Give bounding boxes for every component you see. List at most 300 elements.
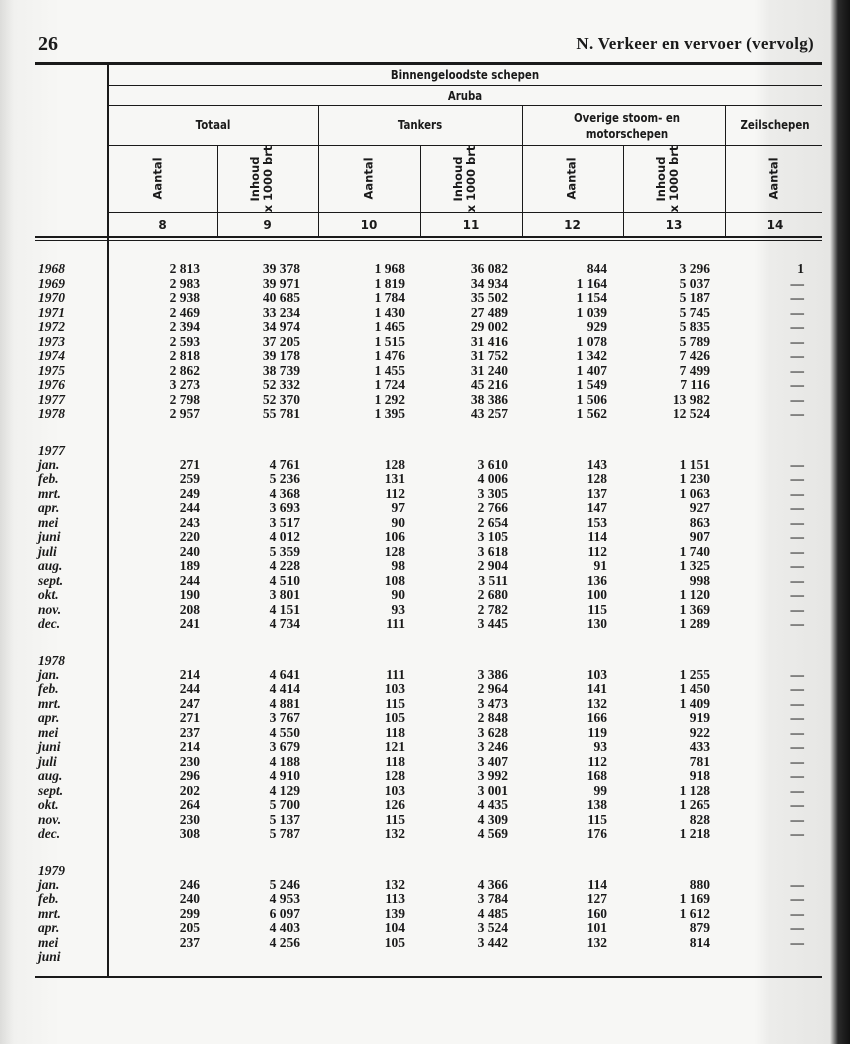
cell-value: — (790, 891, 804, 906)
row-label: juli (38, 753, 57, 769)
cell-value: 1 476 (374, 348, 405, 363)
cell-value: 121 (384, 739, 405, 754)
cell-value: 39 378 (262, 261, 300, 276)
cell-value: 2 593 (169, 333, 200, 349)
cell-value: 1 128 (679, 782, 710, 798)
cell-value: 919 (689, 710, 710, 725)
col-number: 13 (665, 218, 683, 232)
cell-value: 4 641 (269, 666, 300, 682)
cell-value: 91 (593, 558, 607, 573)
cell-value: — (790, 681, 804, 696)
cell-value: 1 078 (576, 333, 607, 349)
cell-value: 3 610 (477, 456, 508, 472)
cell-value: 1 784 (374, 290, 405, 305)
row-label: aug. (38, 558, 63, 573)
cell-value: — (790, 529, 804, 544)
row-label: 1976 (38, 377, 65, 392)
row-label: juni (38, 529, 61, 544)
subheader-aantal: Aantal (361, 157, 376, 200)
cell-value: 237 (179, 724, 200, 740)
row-label: jan. (38, 456, 60, 472)
cell-value: 3 628 (477, 724, 508, 740)
table-body (0, 262, 850, 965)
col-number: 8 (158, 218, 167, 232)
cell-value: 118 (385, 724, 405, 740)
cell-value: 998 (689, 572, 710, 588)
cell-value: 1 407 (576, 362, 607, 378)
cell-value: 114 (587, 876, 607, 892)
cell-value: 90 (391, 587, 405, 602)
row-label: juli (38, 543, 57, 559)
row-label: 1968 (38, 261, 65, 276)
cell-value: 37 205 (262, 333, 300, 349)
cell-value: 1 369 (679, 601, 710, 617)
cell-value: 138 (586, 797, 607, 812)
row-label: 1969 (38, 275, 65, 291)
cell-value: 39 178 (262, 348, 300, 363)
cell-value: 108 (384, 572, 405, 588)
cell-value: — (790, 456, 804, 472)
cell-value: 927 (689, 500, 710, 515)
cell-value: 137 (586, 485, 607, 501)
cell-value: — (790, 558, 804, 573)
cell-value: 3 296 (679, 261, 710, 276)
cell-value: 249 (179, 485, 200, 501)
cell-value: — (790, 304, 804, 320)
cell-value: 132 (384, 876, 405, 892)
row-label: dec. (38, 826, 61, 841)
row-label: feb. (38, 891, 59, 906)
cell-value: 271 (179, 456, 200, 472)
cell-value: 147 (586, 500, 607, 515)
cell-value: 31 752 (470, 348, 508, 363)
cell-value: 880 (689, 876, 710, 892)
cell-value: 5 137 (269, 811, 300, 827)
cell-value: — (790, 739, 804, 754)
cell-value: 2 983 (169, 275, 200, 291)
cell-value: 160 (586, 905, 607, 921)
row-label: apr. (38, 500, 60, 515)
table-row (0, 907, 850, 922)
cell-value: 4 228 (269, 558, 300, 573)
cell-value: 879 (689, 920, 710, 935)
section-year (0, 443, 850, 458)
row-label: 1973 (38, 333, 65, 349)
cell-value: 38 739 (262, 362, 300, 378)
cell-value: 2 862 (169, 362, 200, 378)
cell-value: 128 (384, 543, 405, 559)
cell-value: 27 489 (470, 304, 508, 320)
table-row (0, 574, 850, 589)
cell-value: 114 (587, 529, 607, 544)
table-row (0, 784, 850, 799)
row-label: 1977 (38, 391, 65, 407)
cell-value: — (790, 876, 804, 892)
cell-value: — (790, 500, 804, 515)
cell-value: 244 (179, 500, 200, 515)
cell-value: 6 097 (269, 905, 300, 921)
cell-value: 5 835 (679, 319, 710, 334)
cell-value: 918 (689, 768, 710, 783)
col-number: 9 (263, 218, 272, 232)
cell-value: — (790, 601, 804, 617)
cell-value: 3 801 (269, 587, 300, 602)
col-number: 10 (360, 218, 378, 232)
table-row (0, 487, 850, 502)
cell-value: 241 (179, 616, 200, 631)
table-row (0, 755, 850, 770)
cell-value: 1 (797, 261, 804, 276)
cell-value: 1 409 (679, 695, 710, 711)
cell-value: 3 442 (477, 934, 508, 950)
cell-value: 907 (689, 529, 710, 544)
cell-value: 1 450 (679, 681, 710, 696)
header-binnengeloodste: Binnengeloodste schepen (390, 68, 540, 82)
table-row (0, 921, 850, 936)
cell-value: 106 (384, 529, 405, 544)
cell-value: 1 968 (374, 261, 405, 276)
row-label: mei (38, 934, 59, 950)
cell-value: 271 (179, 710, 200, 725)
cell-value: — (790, 275, 804, 291)
cell-value: — (790, 406, 804, 421)
cell-value: — (790, 616, 804, 631)
cell-value: 433 (689, 739, 710, 754)
cell-value: 214 (179, 739, 200, 754)
cell-value: 3 618 (477, 543, 508, 559)
row-label: apr. (38, 710, 60, 725)
cell-value: 103 (586, 666, 607, 682)
cell-value: 3 445 (477, 616, 508, 631)
cell-value: 4 129 (269, 782, 300, 798)
cell-value: — (790, 377, 804, 392)
cell-value: 3 273 (169, 377, 200, 392)
cell-value: 781 (689, 753, 710, 769)
table-row (0, 617, 850, 632)
cell-value: 296 (179, 768, 200, 783)
cell-value: 4 151 (269, 601, 300, 617)
table-row (0, 364, 850, 379)
cell-value: 4 414 (269, 681, 300, 696)
cell-value: 128 (384, 768, 405, 783)
cell-value: 828 (689, 811, 710, 827)
cell-value: — (790, 905, 804, 921)
cell-value: 2 680 (477, 587, 508, 602)
cell-value: 1 724 (374, 377, 405, 392)
row-label: 1970 (38, 290, 65, 305)
cell-value: 3 784 (477, 891, 508, 906)
cell-value: 139 (384, 905, 405, 921)
cell-value: 3 246 (477, 739, 508, 754)
cell-value: 4 012 (269, 529, 300, 544)
cell-value: 1 562 (576, 406, 607, 421)
row-label: juni (38, 949, 61, 964)
cell-value: 5 187 (679, 290, 710, 305)
cell-value: 259 (179, 471, 200, 486)
cell-value: — (790, 290, 804, 305)
cell-value: — (790, 695, 804, 711)
cell-value: 1 465 (374, 319, 405, 334)
cell-value: 143 (586, 456, 607, 472)
cell-value: 103 (384, 681, 405, 696)
cell-value: 5 787 (269, 826, 300, 841)
row-label: juni (38, 739, 61, 754)
cell-value: 863 (689, 514, 710, 530)
table-row (0, 697, 850, 712)
cell-value: 1 395 (374, 406, 405, 421)
cell-value: 244 (179, 681, 200, 696)
cell-value: 1 063 (679, 485, 710, 501)
row-label: 1972 (38, 319, 65, 334)
cell-value: 33 234 (262, 304, 300, 320)
cell-value: 115 (587, 601, 607, 617)
section-gap (0, 632, 850, 653)
cell-value: 220 (179, 529, 200, 544)
row-label: nov. (38, 811, 62, 827)
table-row (0, 892, 850, 907)
section-year-label: 1977 (38, 442, 65, 458)
row-label: mrt. (38, 695, 61, 711)
cell-value: 5 745 (679, 304, 710, 320)
bottom-rule (35, 976, 822, 978)
row-label: mei (38, 724, 59, 740)
cell-value: 190 (179, 587, 200, 602)
cell-value: 1 120 (679, 587, 710, 602)
cell-value: 2 798 (169, 391, 200, 407)
cell-value: 1 506 (576, 391, 607, 407)
rule (35, 240, 822, 241)
cell-value: — (790, 666, 804, 682)
cell-value: 141 (586, 681, 607, 696)
cell-value: 230 (179, 753, 200, 769)
cell-value: 99 (593, 782, 607, 798)
cell-value: 29 002 (470, 319, 508, 334)
table-row (0, 668, 850, 683)
row-label: jan. (38, 876, 60, 892)
cell-value: 31 240 (470, 362, 508, 378)
table-row (0, 603, 850, 618)
cell-value: 1 430 (374, 304, 405, 320)
cell-value: — (790, 826, 804, 841)
cell-value: 132 (586, 695, 607, 711)
cell-value: 3 407 (477, 753, 508, 769)
cell-value: 115 (587, 811, 607, 827)
cell-value: 38 386 (470, 391, 508, 407)
rule (108, 85, 822, 86)
cell-value: — (790, 587, 804, 602)
cell-value: 4 485 (477, 905, 508, 921)
cell-value: 2 394 (169, 319, 200, 334)
cell-value: 4 006 (477, 471, 508, 486)
cell-value: 2 766 (477, 500, 508, 515)
cell-value: 4 403 (269, 920, 300, 935)
section-year-label: 1979 (38, 862, 65, 878)
subheader-inhoud (655, 139, 681, 219)
cell-value: — (790, 485, 804, 501)
col-number: 12 (564, 218, 581, 232)
header-zeilschepen: Zeilschepen (740, 118, 810, 132)
cell-value: 113 (385, 891, 405, 906)
cell-value: 244 (179, 572, 200, 588)
subheader-aantal: Aantal (150, 157, 165, 200)
row-label: mrt. (38, 485, 61, 501)
cell-value: 13 982 (672, 391, 710, 407)
cell-value: 7 499 (679, 362, 710, 378)
cell-value: 1 819 (374, 275, 405, 291)
cell-value: 208 (179, 601, 200, 617)
table-row (0, 291, 850, 306)
table-row (0, 501, 850, 516)
cell-value: 103 (384, 782, 405, 798)
table-row (0, 588, 850, 603)
table-row (0, 349, 850, 364)
table-row (0, 407, 850, 422)
subheader-inhoud (249, 139, 275, 219)
cell-value: 126 (384, 797, 405, 812)
cell-value: 36 082 (470, 261, 508, 276)
row-label: 1974 (38, 348, 65, 363)
cell-value: 45 216 (470, 377, 508, 392)
cell-value: 1 169 (679, 891, 710, 906)
row-label: sept. (38, 572, 64, 588)
cell-value: 246 (179, 876, 200, 892)
header-overige: Overige stoom- en motorschepen (573, 111, 681, 141)
row-label: feb. (38, 681, 59, 696)
inhoud-label: Inhoud (248, 156, 262, 202)
cell-value: 4 366 (477, 876, 508, 892)
cell-value: 100 (586, 587, 607, 602)
cell-value: 214 (179, 666, 200, 682)
cell-value: 34 974 (262, 319, 300, 334)
cell-value: — (790, 391, 804, 407)
cell-value: — (790, 782, 804, 798)
cell-value: 104 (384, 920, 405, 935)
cell-value: 93 (391, 601, 405, 617)
cell-value: 52 370 (262, 391, 300, 407)
cell-value: 4 569 (477, 826, 508, 841)
cell-value: 3 767 (269, 710, 300, 725)
running-title: N. Verkeer en vervoer (vervolg) (576, 34, 814, 53)
row-label: 1978 (38, 406, 65, 421)
cell-value: 34 934 (470, 275, 508, 291)
cell-value: 3 001 (477, 782, 508, 798)
inhoud-label: Inhoud (654, 156, 668, 202)
cell-value: 52 332 (262, 377, 300, 392)
cell-value: 2 469 (169, 304, 200, 320)
cell-value: 1 154 (576, 290, 607, 305)
cell-value: 112 (385, 485, 405, 501)
cell-value: 4 881 (269, 695, 300, 711)
cell-value: 929 (586, 319, 607, 334)
cell-value: 93 (593, 739, 607, 754)
cell-value: 3 305 (477, 485, 508, 501)
table-row (0, 798, 850, 813)
cell-value: 112 (587, 543, 607, 559)
inhoud-unit: x 1000 brt (464, 145, 478, 213)
row-label: mrt. (38, 905, 61, 921)
cell-value: 1 549 (576, 377, 607, 392)
cell-value: 308 (179, 826, 200, 841)
cell-value: 3 693 (269, 500, 300, 515)
cell-value: 2 848 (477, 710, 508, 725)
cell-value: — (790, 934, 804, 950)
cell-value: 98 (391, 558, 405, 573)
section-year-label: 1978 (38, 652, 65, 668)
cell-value: 4 368 (269, 485, 300, 501)
row-label: sept. (38, 782, 64, 798)
table-row (0, 682, 850, 697)
cell-value: 101 (586, 920, 607, 935)
cell-value: 5 700 (269, 797, 300, 812)
subheader-inhoud (452, 139, 478, 219)
cell-value: 264 (179, 797, 200, 812)
cell-value: 118 (385, 753, 405, 769)
table-row (0, 545, 850, 560)
cell-value: 4 256 (269, 934, 300, 950)
cell-value: 202 (179, 782, 200, 798)
cell-value: 1 612 (679, 905, 710, 921)
section-year (0, 653, 850, 668)
cell-value: 1 265 (679, 797, 710, 812)
row-label: aug. (38, 768, 63, 783)
cell-value: 1 740 (679, 543, 710, 559)
cell-value: 4 550 (269, 724, 300, 740)
cell-value: 7 116 (680, 377, 710, 392)
cell-value: 240 (179, 891, 200, 906)
cell-value: — (790, 333, 804, 349)
cell-value: 5 236 (269, 471, 300, 486)
table-row (0, 378, 850, 393)
cell-value: 1 289 (679, 616, 710, 631)
cell-value: 115 (385, 695, 405, 711)
cell-value: 2 813 (169, 261, 200, 276)
cell-value: 105 (384, 710, 405, 725)
cell-value: 247 (179, 695, 200, 711)
cell-value: 205 (179, 920, 200, 935)
header-aruba: Aruba (447, 89, 483, 103)
cell-value: 128 (384, 456, 405, 472)
cell-value: 1 255 (679, 666, 710, 682)
cell-value: 4 761 (269, 456, 300, 472)
cell-value: 5 789 (679, 333, 710, 349)
header-totaal: Totaal (195, 118, 231, 132)
cell-value: 1 292 (374, 391, 405, 407)
cell-value: 112 (587, 753, 607, 769)
cell-value: 240 (179, 543, 200, 559)
inhoud-label: Inhoud (451, 156, 465, 202)
cell-value: 2 957 (169, 406, 200, 421)
cell-value: — (790, 543, 804, 559)
cell-value: 166 (586, 710, 607, 725)
cell-value: 130 (586, 616, 607, 631)
table-row (0, 878, 850, 893)
row-label: mei (38, 514, 59, 530)
rule (35, 236, 822, 238)
section-year (0, 863, 850, 878)
cell-value: 4 910 (269, 768, 300, 783)
row-label: feb. (38, 471, 59, 486)
section-gap (0, 422, 850, 443)
cell-value: 111 (386, 616, 405, 631)
cell-value: 39 971 (262, 275, 300, 291)
cell-value: 111 (386, 666, 405, 682)
cell-value: 119 (587, 724, 607, 740)
cell-value: 1 218 (679, 826, 710, 841)
table-row (0, 472, 850, 487)
row-label: okt. (38, 797, 59, 812)
cell-value: 132 (586, 934, 607, 950)
cell-value: 5 246 (269, 876, 300, 892)
